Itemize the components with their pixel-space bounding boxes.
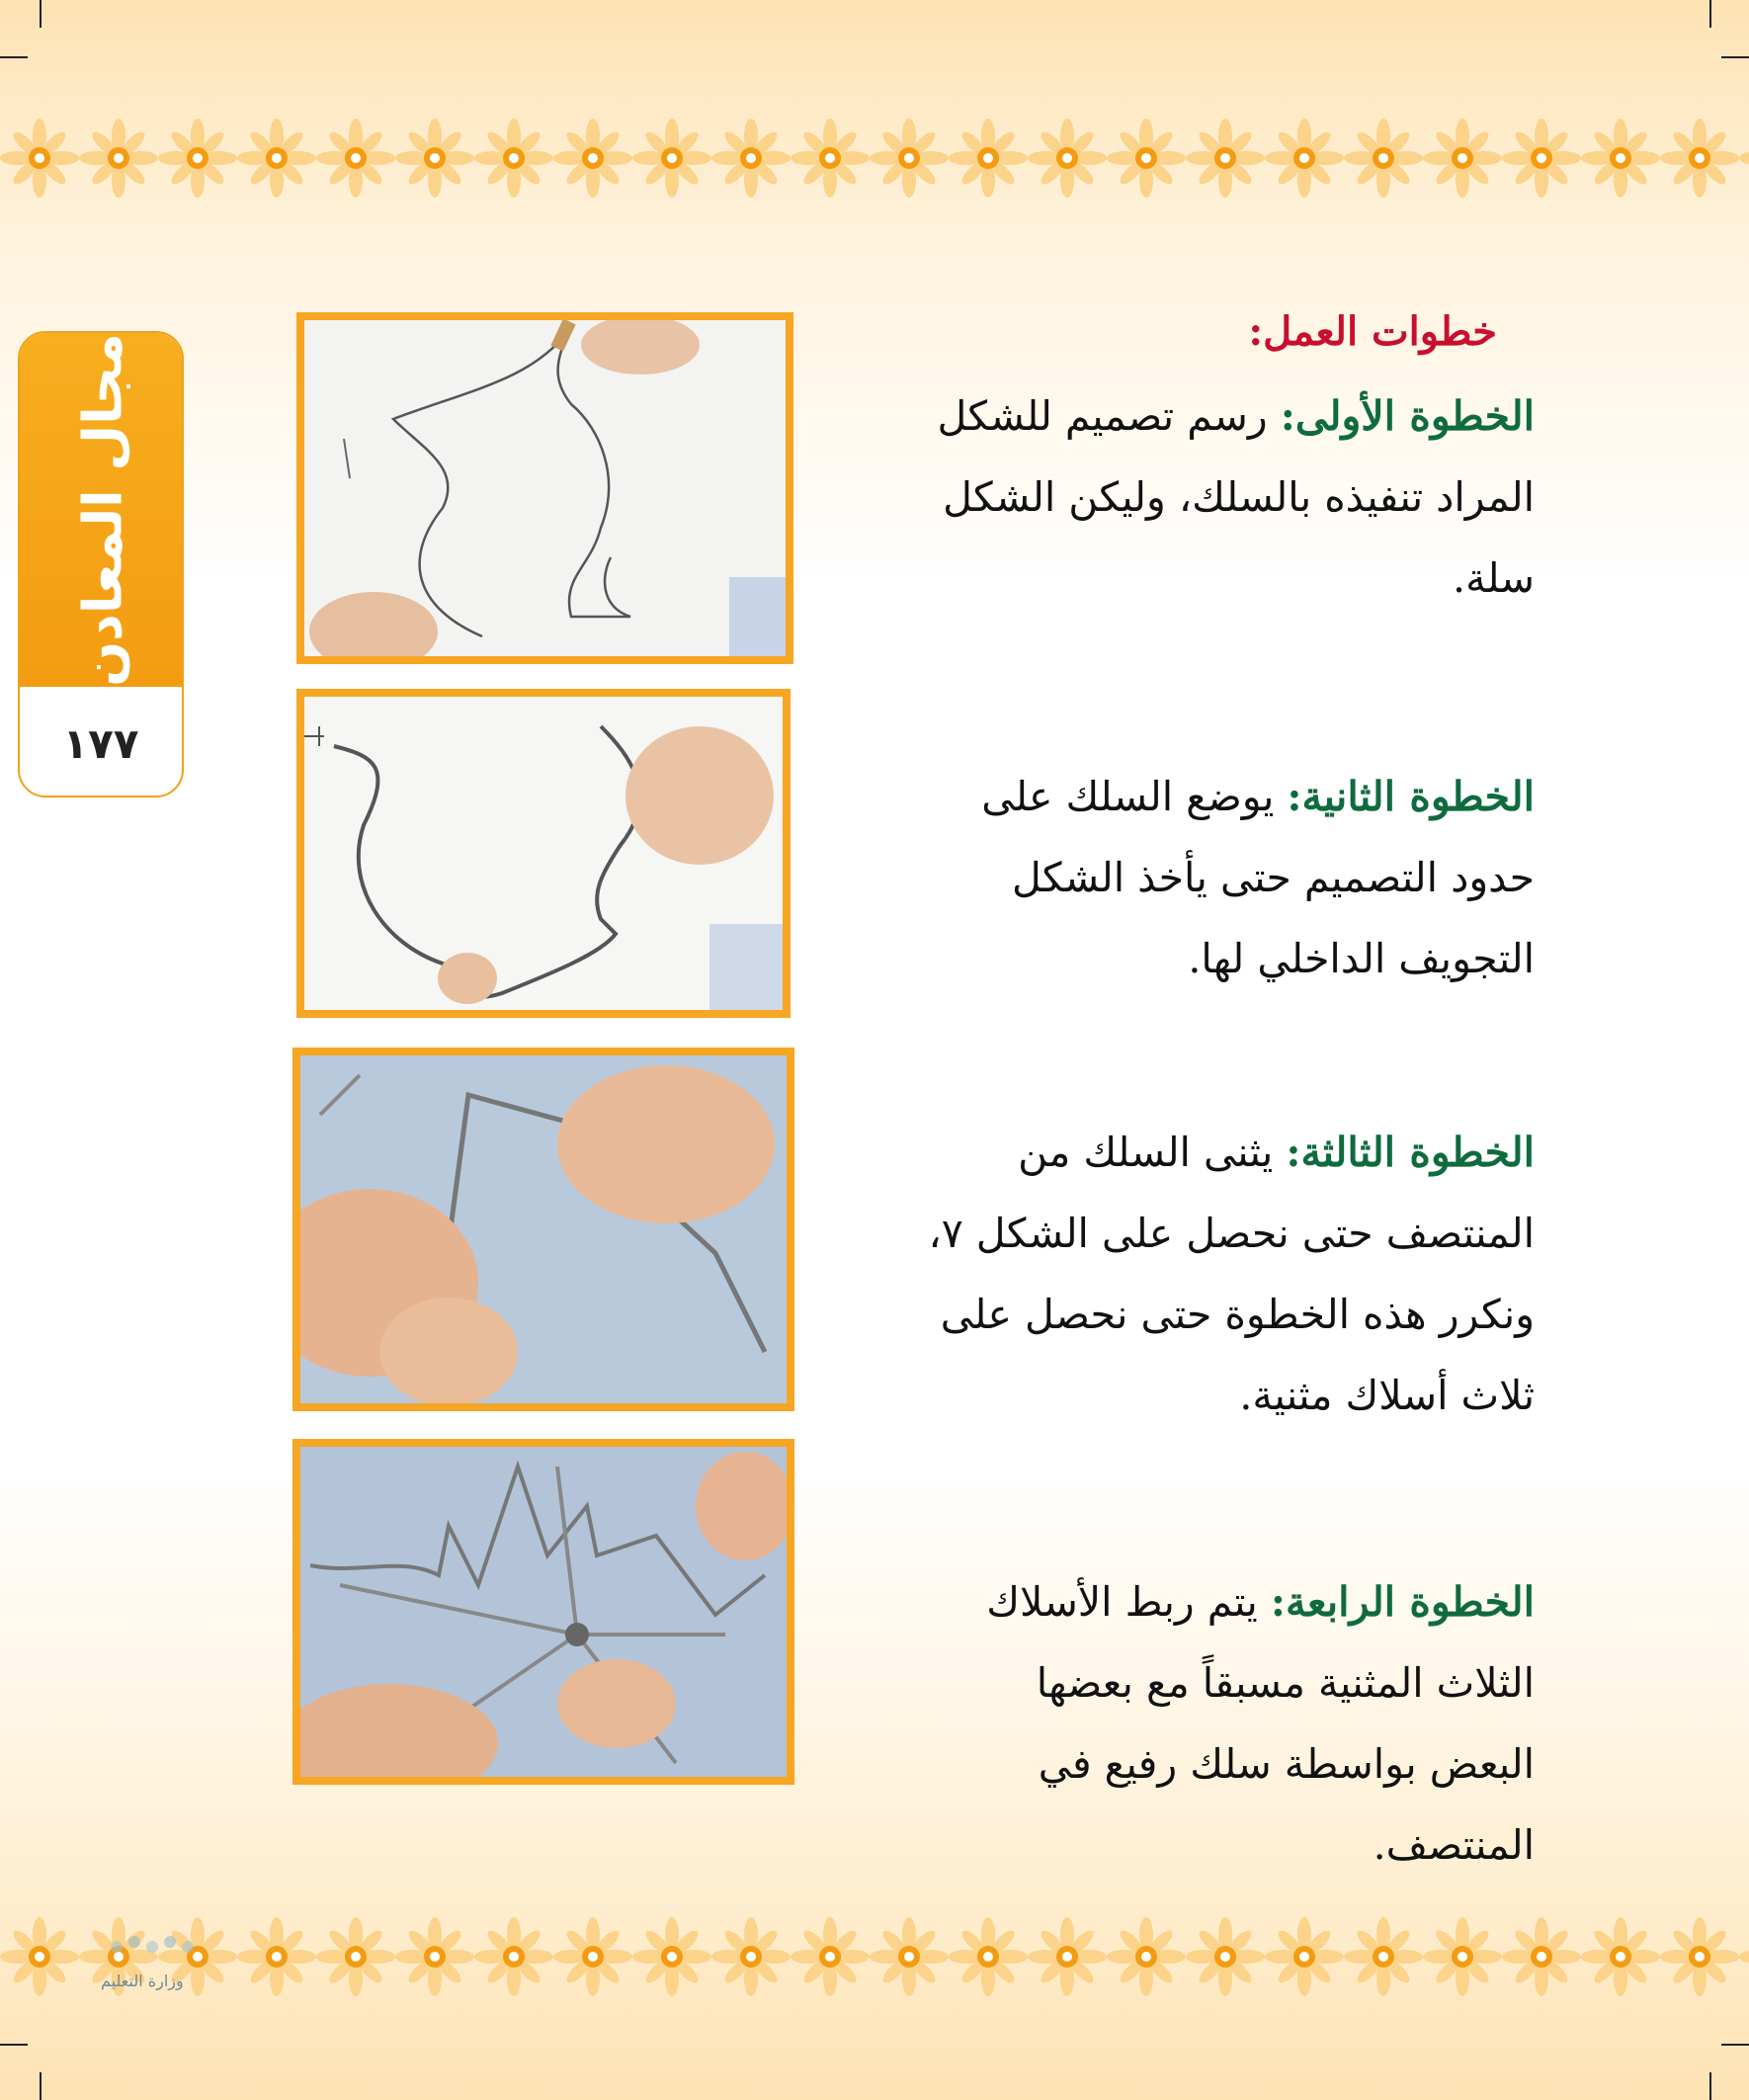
step-3-text: [922, 1112, 1535, 1436]
step-4-body: يتم ربط الأسلاك الثلاث المثنية مسبقاً مع بعضها البعض بواسطة سلك رفيع في المنتصف.: [986, 1578, 1535, 1869]
step-4-label: الخطوة الرابعة:: [1270, 1578, 1535, 1626]
step-2-label: الخطوة الثانية:: [1287, 773, 1535, 820]
step-4-photo: [292, 1439, 794, 1785]
crop-mark: [1709, 0, 1711, 28]
section-title: مجال المعادن: [71, 333, 134, 687]
crop-mark: [0, 2044, 28, 2046]
page-number: ١٧٧: [62, 718, 139, 768]
crop-mark: [0, 56, 28, 58]
crop-mark: [40, 0, 42, 28]
flower-border-icon: [0, 1912, 1749, 2001]
step-4-text: [922, 1561, 1535, 1886]
step-1-body: رسم تصميم للشكل المراد تنفيذه بالسلك، وليكن الشكل سلة.: [937, 392, 1535, 602]
top-flower-border: [0, 114, 1749, 203]
step-3-photo: [292, 1048, 794, 1411]
step-3-body: يثنى السلك من المنتصف حتى نحصل على الشكل ٧، ونكرر هذه الخطوة حتى نحصل على ثلاث أسلاك مثنية.: [928, 1129, 1535, 1419]
step-2-photo: [296, 689, 791, 1018]
crop-mark: [1709, 2072, 1711, 2100]
step-1-label: الخطوة الأولى:: [1280, 392, 1535, 440]
side-tab: [18, 331, 184, 798]
crop-mark: [1721, 2044, 1749, 2046]
bottom-flower-border: [0, 1912, 1749, 2001]
steps-heading: خطوات العمل:: [1248, 308, 1497, 355]
step-3-label: الخطوة الثالثة:: [1286, 1129, 1535, 1176]
crop-mark: [40, 2072, 42, 2100]
ministry-logo-text: وزارة التعليم: [101, 1972, 184, 1990]
side-tab-title-band: [20, 333, 182, 687]
step-2-text: [922, 756, 1535, 999]
flower-border-icon: [0, 114, 1749, 203]
step-1-photo: [296, 312, 793, 664]
step-1-text: [922, 376, 1535, 619]
step-2-body: يوضع السلك على حدود التصميم حتى يأخذ الشكل التجويف الداخلي لها.: [981, 773, 1535, 982]
crop-mark: [1721, 56, 1749, 58]
